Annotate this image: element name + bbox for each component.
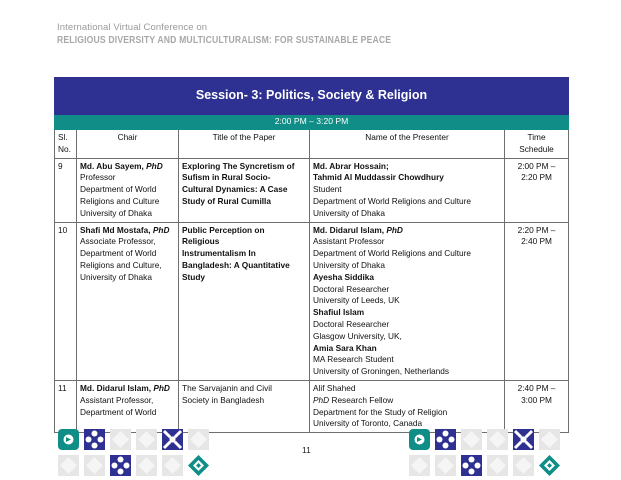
row-sl: 11 [55, 380, 77, 432]
row-chair: Md. Abu Sayem, PhD Professor Department of World Religions and Culture University of Dhaka [77, 158, 179, 222]
ornament-tile-faded [512, 454, 535, 477]
row-time: 2:00 PM – 2:20 PM [505, 158, 569, 222]
page-number: 11 [302, 445, 311, 455]
session-time: 2:00 PM – 3:20 PM [55, 115, 569, 130]
ornament-tile-cross [161, 428, 184, 451]
col-header-paper: Title of the Paper [179, 130, 310, 159]
conference-title: RELIGIOUS DIVERSITY AND MULTICULTURALISM: FOR SUSTAINABLE PEACE [57, 34, 392, 46]
ornament-tile-faded [57, 454, 80, 477]
col-header-chair: Chair [77, 130, 179, 159]
footer-ornament-left [57, 428, 215, 478]
row-paper-title: Exploring The Syncretism of Sufism in Rural Socio- Cultural Dynamics: A Case Study of Rural Cumilla [179, 158, 310, 222]
row-time: 2:40 PM – 3:00 PM [505, 380, 569, 432]
row-presenter: Alif Shahed PhD Research Fellow Department for the Study of Religion University of Toronto, Canada [310, 380, 505, 432]
ornament-tile-leaf [408, 428, 431, 451]
ornament-tile-faded [161, 454, 184, 477]
session-table [54, 77, 569, 433]
row-presenter: Md. Didarul Islam, PhD Assistant Professor Department of World Religions and Culture University of Dhaka Ayesha Siddika Doctoral Researcher University of Leeds, UK Shafiul Islam Doctoral Researcher Glasgow University, UK, Amia Sara Khan MA Research Student University of Groningen, Netherlands [310, 222, 505, 380]
table-row [55, 158, 569, 222]
ornament-tile-cross [512, 428, 535, 451]
session-time-row [55, 115, 569, 130]
ornament-tile-flower [460, 454, 483, 477]
col-header-sl: Sl. No. [55, 130, 77, 159]
row-paper-title: Public Perception on Religious Instrumentalism In Bangladesh: A Quantitative Study [179, 222, 310, 380]
ornament-tile-faded [408, 454, 431, 477]
ornament-tile-faded [460, 428, 483, 451]
ornament-tile-faded [434, 454, 457, 477]
ornament-tile-flower [109, 454, 132, 477]
table-row [55, 380, 569, 432]
ornament-tile-faded [486, 454, 509, 477]
ornament-tile-faded [135, 454, 158, 477]
row-chair: Shafi Md Mostafa, PhD Associate Professor, Department of World Religions and Culture, University of Dhaka [77, 222, 179, 380]
ornament-tile-flower [434, 428, 457, 451]
ornament-tile-diamond [538, 454, 561, 477]
footer-ornament-right [408, 428, 566, 478]
ornament-tile-faded [538, 428, 561, 451]
session-title: Session- 3: Politics, Society & Religion [55, 78, 569, 115]
row-time: 2:20 PM – 2:40 PM [505, 222, 569, 380]
table-row [55, 222, 569, 380]
ornament-tile-diamond [187, 454, 210, 477]
ornament-tile-faded [135, 428, 158, 451]
session-title-row [55, 78, 569, 115]
row-paper-title: The Sarvajanin and Civil Society in Bangladesh [179, 380, 310, 432]
col-header-time: Time Schedule [505, 130, 569, 159]
ornament-tile-faded [83, 454, 106, 477]
row-sl: 10 [55, 222, 77, 380]
ornament-tile-faded [187, 428, 210, 451]
col-header-presenter: Name of the Presenter [310, 130, 505, 159]
ornament-tile-leaf [57, 428, 80, 451]
row-chair: Md. Didarul Islam, PhD Assistant Professor, Department of World [77, 380, 179, 432]
conference-subtitle: International Virtual Conference on [57, 22, 208, 33]
ornament-tile-faded [486, 428, 509, 451]
ornament-tile-faded [109, 428, 132, 451]
row-sl: 9 [55, 158, 77, 222]
ornament-tile-flower [83, 428, 106, 451]
row-presenter: Md. Abrar Hossain; Tahmid Al Muddassir Chowdhury Student Department of World Religions and Culture University of Dhaka [310, 158, 505, 222]
column-header-row [55, 130, 569, 159]
